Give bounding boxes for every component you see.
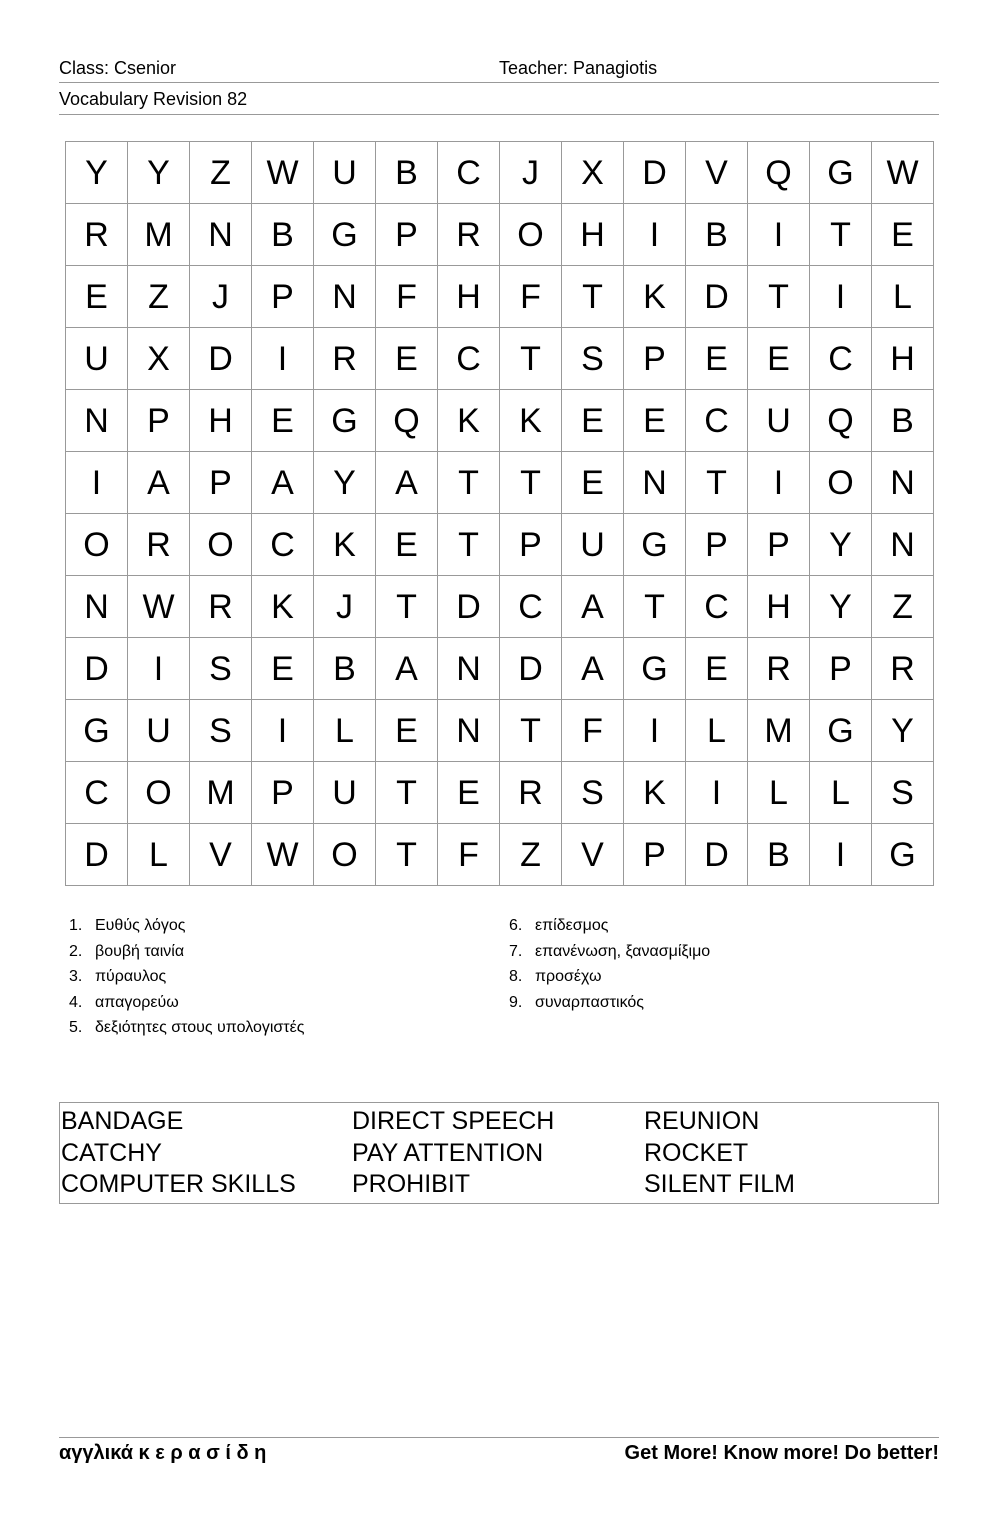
grid-cell[interactable]: B bbox=[314, 638, 376, 700]
grid-cell[interactable]: L bbox=[314, 700, 376, 762]
grid-cell[interactable]: B bbox=[376, 142, 438, 204]
grid-cell[interactable]: D bbox=[500, 638, 562, 700]
clue-item bbox=[69, 1015, 304, 1041]
grid-cell[interactable]: C bbox=[438, 142, 500, 204]
grid-cell[interactable]: E bbox=[748, 328, 810, 390]
grid-cell[interactable]: E bbox=[438, 762, 500, 824]
grid-cell[interactable]: L bbox=[128, 824, 190, 886]
grid-cell[interactable]: O bbox=[314, 824, 376, 886]
grid-cell[interactable]: O bbox=[500, 204, 562, 266]
grid-row bbox=[66, 700, 934, 762]
grid-cell[interactable]: Z bbox=[500, 824, 562, 886]
grid-cell[interactable]: Z bbox=[190, 142, 252, 204]
clue-number: 9. bbox=[509, 993, 523, 1011]
grid-cell[interactable]: U bbox=[562, 514, 624, 576]
grid-cell[interactable]: D bbox=[66, 824, 128, 886]
word-bank-word: COMPUTER SKILLS bbox=[61, 1170, 296, 1198]
grid-cell[interactable]: R bbox=[314, 328, 376, 390]
grid-cell[interactable]: V bbox=[686, 142, 748, 204]
grid-cell[interactable]: D bbox=[686, 824, 748, 886]
grid-cell[interactable]: V bbox=[190, 824, 252, 886]
grid-cell[interactable]: K bbox=[500, 390, 562, 452]
grid-cell[interactable]: O bbox=[66, 514, 128, 576]
grid-cell[interactable]: T bbox=[438, 514, 500, 576]
grid-cell[interactable]: L bbox=[748, 762, 810, 824]
grid-cell[interactable]: W bbox=[872, 142, 934, 204]
clue-text: επανένωση, ξανασμίξιμο bbox=[535, 942, 711, 960]
grid-cell[interactable]: K bbox=[438, 390, 500, 452]
word-search-grid bbox=[65, 141, 934, 886]
grid-cell[interactable]: J bbox=[500, 142, 562, 204]
grid-cell[interactable]: H bbox=[562, 204, 624, 266]
footer-slogan: Get More! Know more! Do better! bbox=[624, 1442, 939, 1464]
grid-cell[interactable]: N bbox=[314, 266, 376, 328]
grid-row bbox=[66, 390, 934, 452]
grid-cell[interactable]: B bbox=[252, 204, 314, 266]
grid-cell[interactable]: F bbox=[562, 700, 624, 762]
grid-cell[interactable]: O bbox=[810, 452, 872, 514]
grid-cell[interactable]: L bbox=[686, 700, 748, 762]
grid-row bbox=[66, 328, 934, 390]
grid-cell[interactable]: P bbox=[748, 514, 810, 576]
grid-cell[interactable]: U bbox=[66, 328, 128, 390]
grid-cell[interactable]: P bbox=[624, 824, 686, 886]
grid-cell[interactable]: P bbox=[500, 514, 562, 576]
grid-row bbox=[66, 452, 934, 514]
grid-cell[interactable]: C bbox=[686, 576, 748, 638]
grid-cell[interactable]: T bbox=[624, 576, 686, 638]
grid-cell[interactable]: F bbox=[500, 266, 562, 328]
grid-cell[interactable]: R bbox=[500, 762, 562, 824]
grid-cell[interactable]: I bbox=[748, 452, 810, 514]
clue-list-right bbox=[509, 913, 710, 1015]
grid-row bbox=[66, 824, 934, 886]
grid-cell[interactable]: B bbox=[686, 204, 748, 266]
grid-cell[interactable]: R bbox=[748, 638, 810, 700]
grid-cell[interactable]: T bbox=[376, 576, 438, 638]
clue-list-left bbox=[69, 913, 304, 1041]
grid-cell[interactable]: N bbox=[872, 514, 934, 576]
grid-cell[interactable]: Q bbox=[810, 390, 872, 452]
grid-cell[interactable]: I bbox=[686, 762, 748, 824]
clue-number: 2. bbox=[69, 942, 83, 960]
grid-cell[interactable]: Y bbox=[128, 142, 190, 204]
word-bank-word: REUNION bbox=[644, 1107, 760, 1135]
grid-cell[interactable]: A bbox=[128, 452, 190, 514]
grid-cell[interactable]: M bbox=[128, 204, 190, 266]
grid-cell[interactable]: U bbox=[128, 700, 190, 762]
grid-cell[interactable]: S bbox=[562, 762, 624, 824]
grid-cell[interactable]: C bbox=[500, 576, 562, 638]
grid-cell[interactable]: G bbox=[66, 700, 128, 762]
grid-cell[interactable]: G bbox=[810, 700, 872, 762]
grid-cell[interactable]: R bbox=[66, 204, 128, 266]
grid-cell[interactable]: T bbox=[562, 266, 624, 328]
grid-row bbox=[66, 514, 934, 576]
grid-cell[interactable]: H bbox=[872, 328, 934, 390]
grid-cell[interactable]: I bbox=[252, 700, 314, 762]
grid-cell[interactable]: T bbox=[748, 266, 810, 328]
word-bank-word: DIRECT SPEECH bbox=[352, 1107, 555, 1135]
grid-cell[interactable]: N bbox=[624, 452, 686, 514]
grid-cell[interactable]: M bbox=[190, 762, 252, 824]
footer-divider bbox=[59, 1437, 939, 1438]
word-bank-word: CATCHY bbox=[61, 1138, 162, 1167]
grid-cell[interactable]: Y bbox=[872, 700, 934, 762]
grid-cell[interactable]: P bbox=[810, 638, 872, 700]
grid-cell[interactable]: N bbox=[66, 576, 128, 638]
grid-cell[interactable]: T bbox=[376, 824, 438, 886]
footer-brand: αγγλικά κ ε ρ α σ ί δ η bbox=[59, 1442, 267, 1464]
grid-cell[interactable]: G bbox=[624, 638, 686, 700]
grid-cell[interactable]: O bbox=[190, 514, 252, 576]
grid-cell[interactable]: D bbox=[66, 638, 128, 700]
word-bank-word: BANDAGE bbox=[61, 1107, 184, 1135]
grid-cell[interactable]: N bbox=[438, 638, 500, 700]
clue-text: προσέχω bbox=[535, 968, 602, 985]
clue-number: 3. bbox=[69, 968, 83, 985]
grid-cell[interactable]: L bbox=[872, 266, 934, 328]
grid-cell[interactable]: E bbox=[686, 328, 748, 390]
grid-cell[interactable]: L bbox=[810, 762, 872, 824]
grid-cell[interactable]: N bbox=[872, 452, 934, 514]
clue-number: 5. bbox=[69, 1019, 83, 1036]
grid-cell[interactable]: E bbox=[252, 638, 314, 700]
grid-cell[interactable]: R bbox=[190, 576, 252, 638]
grid-cell[interactable]: U bbox=[314, 762, 376, 824]
grid-cell[interactable]: S bbox=[190, 700, 252, 762]
grid-cell[interactable]: Y bbox=[810, 514, 872, 576]
header-row-2 bbox=[59, 89, 939, 115]
grid-cell[interactable]: J bbox=[190, 266, 252, 328]
grid-cell[interactable]: G bbox=[624, 514, 686, 576]
clue-number: 4. bbox=[69, 993, 83, 1011]
grid-cell[interactable]: E bbox=[66, 266, 128, 328]
grid-cell[interactable]: P bbox=[624, 328, 686, 390]
class-label: Class: Csenior bbox=[59, 58, 177, 78]
teacher-label: Teacher: Panagiotis bbox=[499, 58, 658, 78]
word-bank-word: PAY ATTENTION bbox=[352, 1138, 544, 1167]
grid-cell[interactable]: G bbox=[314, 204, 376, 266]
grid-cell[interactable]: W bbox=[252, 142, 314, 204]
grid-row bbox=[66, 576, 934, 638]
grid-cell[interactable]: O bbox=[128, 762, 190, 824]
word-bank-word: ROCKET bbox=[644, 1138, 749, 1167]
grid-cell[interactable]: E bbox=[376, 700, 438, 762]
grid-cell[interactable]: R bbox=[872, 638, 934, 700]
grid-cell[interactable]: R bbox=[438, 204, 500, 266]
grid-cell[interactable]: U bbox=[748, 390, 810, 452]
grid-cell[interactable]: A bbox=[376, 638, 438, 700]
grid-cell[interactable]: Z bbox=[872, 576, 934, 638]
grid-cell[interactable]: I bbox=[748, 204, 810, 266]
word-bank-column bbox=[352, 1106, 554, 1201]
grid-cell[interactable]: V bbox=[562, 824, 624, 886]
clue-item bbox=[509, 990, 710, 1016]
grid-cell[interactable]: D bbox=[686, 266, 748, 328]
grid-cell[interactable]: M bbox=[748, 700, 810, 762]
clue-number: 6. bbox=[509, 917, 523, 934]
grid-cell[interactable]: P bbox=[128, 390, 190, 452]
grid-row bbox=[66, 204, 934, 266]
grid-cell[interactable]: A bbox=[562, 638, 624, 700]
grid-cell[interactable]: A bbox=[376, 452, 438, 514]
grid-cell[interactable]: D bbox=[190, 328, 252, 390]
grid-cell[interactable]: E bbox=[872, 204, 934, 266]
grid-cell[interactable]: Z bbox=[128, 266, 190, 328]
grid-cell[interactable]: I bbox=[128, 638, 190, 700]
grid-cell[interactable]: T bbox=[500, 328, 562, 390]
grid-cell[interactable]: A bbox=[252, 452, 314, 514]
grid-cell[interactable]: I bbox=[66, 452, 128, 514]
clue-item bbox=[69, 964, 304, 990]
grid-cell[interactable]: G bbox=[872, 824, 934, 886]
grid-cell[interactable]: T bbox=[376, 762, 438, 824]
grid-cell[interactable]: G bbox=[810, 142, 872, 204]
grid-cell[interactable]: S bbox=[872, 762, 934, 824]
grid-cell[interactable]: Y bbox=[810, 576, 872, 638]
worksheet-title: Vocabulary Revision 82 bbox=[59, 89, 248, 109]
grid-cell[interactable]: B bbox=[748, 824, 810, 886]
grid-cell[interactable]: P bbox=[252, 266, 314, 328]
grid-cell[interactable]: N bbox=[438, 700, 500, 762]
grid-cell[interactable]: D bbox=[624, 142, 686, 204]
grid-cell[interactable]: C bbox=[252, 514, 314, 576]
grid-cell[interactable]: H bbox=[190, 390, 252, 452]
grid-row bbox=[66, 762, 934, 824]
grid-cell[interactable]: X bbox=[562, 142, 624, 204]
clue-text: συναρπαστικός bbox=[535, 993, 644, 1011]
clue-item bbox=[69, 913, 304, 939]
grid-cell[interactable]: I bbox=[810, 824, 872, 886]
grid-cell[interactable]: W bbox=[128, 576, 190, 638]
clue-text: Ευθύς λόγος bbox=[95, 917, 186, 934]
grid-cell[interactable]: K bbox=[252, 576, 314, 638]
clue-item bbox=[509, 939, 710, 965]
grid-cell[interactable]: G bbox=[314, 390, 376, 452]
grid-cell[interactable]: E bbox=[376, 514, 438, 576]
grid-cell[interactable]: P bbox=[252, 762, 314, 824]
word-bank-column bbox=[644, 1106, 795, 1201]
grid-cell[interactable]: T bbox=[500, 700, 562, 762]
grid-cell[interactable]: Y bbox=[314, 452, 376, 514]
grid-cell[interactable]: Y bbox=[66, 142, 128, 204]
grid-cell[interactable]: W bbox=[252, 824, 314, 886]
grid-cell[interactable]: E bbox=[686, 638, 748, 700]
grid-cell[interactable]: P bbox=[376, 204, 438, 266]
grid-cell[interactable]: T bbox=[810, 204, 872, 266]
clue-item bbox=[509, 913, 710, 939]
grid-cell[interactable]: I bbox=[624, 204, 686, 266]
grid-cell[interactable]: S bbox=[562, 328, 624, 390]
grid-cell[interactable]: E bbox=[624, 390, 686, 452]
grid-cell[interactable]: E bbox=[376, 328, 438, 390]
clue-text: επίδεσμος bbox=[535, 917, 609, 934]
grid-cell[interactable]: C bbox=[438, 328, 500, 390]
grid-cell[interactable]: K bbox=[314, 514, 376, 576]
grid-cell[interactable]: R bbox=[128, 514, 190, 576]
grid-cell[interactable]: C bbox=[686, 390, 748, 452]
grid-cell[interactable]: B bbox=[872, 390, 934, 452]
grid-cell[interactable]: E bbox=[562, 452, 624, 514]
grid-cell[interactable]: N bbox=[66, 390, 128, 452]
grid-row bbox=[66, 142, 934, 204]
header-row-1 bbox=[59, 58, 939, 83]
grid-cell[interactable]: I bbox=[252, 328, 314, 390]
grid-cell[interactable]: E bbox=[562, 390, 624, 452]
clue-number: 1. bbox=[69, 917, 83, 934]
grid-cell[interactable]: E bbox=[252, 390, 314, 452]
clue-item bbox=[69, 990, 304, 1016]
grid-cell[interactable]: H bbox=[748, 576, 810, 638]
grid-cell[interactable]: C bbox=[810, 328, 872, 390]
clue-number: 8. bbox=[509, 968, 523, 985]
clue-item bbox=[509, 964, 710, 990]
grid-cell[interactable]: F bbox=[376, 266, 438, 328]
grid-cell[interactable]: N bbox=[190, 204, 252, 266]
grid-cell[interactable]: K bbox=[624, 266, 686, 328]
clue-number: 7. bbox=[509, 942, 523, 960]
grid-cell[interactable]: I bbox=[624, 700, 686, 762]
clue-text: πύραυλος bbox=[95, 968, 167, 985]
grid-cell[interactable]: Q bbox=[376, 390, 438, 452]
grid-cell[interactable]: Q bbox=[748, 142, 810, 204]
word-bank bbox=[59, 1102, 939, 1204]
word-bank-word: PROHIBIT bbox=[352, 1170, 471, 1198]
grid-cell[interactable]: P bbox=[190, 452, 252, 514]
grid-cell[interactable]: P bbox=[686, 514, 748, 576]
grid-cell[interactable]: K bbox=[624, 762, 686, 824]
clue-item bbox=[69, 939, 304, 965]
grid-cell[interactable]: F bbox=[438, 824, 500, 886]
grid-cell[interactable]: T bbox=[686, 452, 748, 514]
grid-cell[interactable]: J bbox=[314, 576, 376, 638]
clue-text: δεξιότητες στους υπολογιστές bbox=[95, 1019, 305, 1036]
grid-cell[interactable]: C bbox=[66, 762, 128, 824]
grid-cell[interactable]: X bbox=[128, 328, 190, 390]
clue-text: βουβή ταινία bbox=[95, 942, 185, 960]
grid-cell[interactable]: D bbox=[438, 576, 500, 638]
grid-cell[interactable]: I bbox=[810, 266, 872, 328]
grid-cell[interactable]: T bbox=[500, 452, 562, 514]
grid-cell[interactable]: A bbox=[562, 576, 624, 638]
word-bank-word: SILENT FILM bbox=[644, 1170, 795, 1198]
word-bank-column bbox=[61, 1106, 296, 1201]
grid-cell[interactable]: S bbox=[190, 638, 252, 700]
grid-row bbox=[66, 266, 934, 328]
grid-row bbox=[66, 638, 934, 700]
grid-cell[interactable]: H bbox=[438, 266, 500, 328]
grid-cell[interactable]: T bbox=[438, 452, 500, 514]
clue-text: απαγορεύω bbox=[95, 993, 179, 1011]
grid-cell[interactable]: U bbox=[314, 142, 376, 204]
